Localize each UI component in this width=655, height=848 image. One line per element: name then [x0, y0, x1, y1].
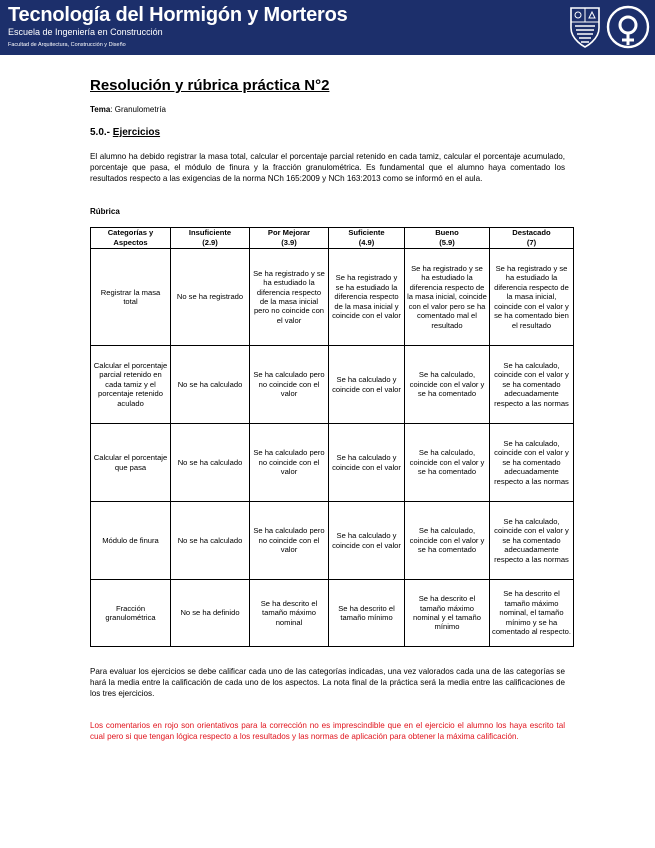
table-cell: Se ha registrado y se ha estudiado la diferencia respecto de la masa inicial, coincide con el valor y se ha comentado bien el resultado [490, 249, 574, 346]
header-subcell: (2.9) [171, 238, 250, 249]
table-cell: Se ha calculado y coincide con el valor [329, 424, 405, 502]
table-cell: Calcular el porcentaje parcial retenido en cada tamiz y el porcentaje retenido aculado [91, 346, 171, 424]
table-cell: Registrar la masa total [91, 249, 171, 346]
table-row [91, 346, 574, 424]
table-row [91, 502, 574, 580]
red-note-paragraph: Los comentarios en rojo son orientativos para la corrección no es imprescindible que en el ejercicio el alumno los haya escrito tal cual pero si que tengan lógica respecto a los resultados y las normas de aplicación para obtener la máxima calificación. [90, 721, 565, 741]
university-shield-logo [568, 4, 602, 50]
table-cell: No se ha calculado [171, 424, 250, 502]
table-cell: Se ha calculado pero no coincide con el valor [250, 346, 329, 424]
table-row [91, 249, 574, 346]
header-cell: Bueno [405, 228, 490, 239]
header-subcell: (5.9) [405, 238, 490, 249]
topic-line [90, 105, 166, 114]
table-cell: Se ha calculado pero no coincide con el valor [250, 502, 329, 580]
rubric-table [90, 227, 574, 647]
header-cell: Categorías y [91, 228, 171, 239]
header-subcell: (7) [490, 238, 574, 249]
table-cell: No se ha definido [171, 580, 250, 647]
table-cell: Se ha registrado y se ha estudiado la diferencia respecto de la masa inicial pero no coincide con el valor [250, 249, 329, 346]
table-cell: Se ha calculado y coincide con el valor [329, 346, 405, 424]
table-cell: Se ha descrito el tamaño máximo nominal y el tamaño mínimo [405, 580, 490, 647]
evaluation-paragraph: Para evaluar los ejercicios se debe calificar cada uno de las categorías indicadas, una vez valorados cada una de las categorías se hará la media entre la calificación de cada uno de los aspectos. La nota final de la práctica será la media entre las calificaciones de los tres ejercicios. [90, 667, 565, 698]
faculty-logo [606, 5, 650, 49]
header-cell: Suficiente [329, 228, 405, 239]
table-cell: Se ha calculado, coincide con el valor y se ha comentado adecuadamente respecto a las normas [490, 346, 574, 424]
table-cell: Se ha calculado y coincide con el valor [329, 502, 405, 580]
header-cell: Por Mejorar [250, 228, 329, 239]
table-cell: No se ha registrado [171, 249, 250, 346]
table-header-row [91, 228, 574, 239]
header-subcell: (3.9) [250, 238, 329, 249]
table-cell: No se ha calculado [171, 346, 250, 424]
table-header-subrow [91, 238, 574, 249]
table-cell: Se ha calculado, coincide con el valor y se ha comentado [405, 424, 490, 502]
section-title: Ejercicios [112, 127, 161, 138]
table-cell: Se ha calculado, coincide con el valor y se ha comentado [405, 502, 490, 580]
table-cell: Se ha calculado, coincide con el valor y se ha comentado [405, 346, 490, 424]
rubric-label: Rúbrica [90, 207, 120, 216]
header-cell: Insuficiente [171, 228, 250, 239]
topic-value: : Granulometría [110, 105, 166, 114]
table-cell: Se ha descrito el tamaño mínimo [329, 580, 405, 647]
table-cell: Módulo de finura [91, 502, 171, 580]
table-row [91, 580, 574, 647]
table-row [91, 424, 574, 502]
section-number: 5.0.- [90, 127, 113, 138]
intro-paragraph: El alumno ha debido registrar la masa total, calcular el porcentaje parcial retenido en cada tamiz, calcular el porcentaje acumulado, porcentaje que pasa, el módulo de finura y la fracción granulométrica. Es fundamental que el alumno haya comentado los resultados respecto a las exigencias de la norma NCh 165:2009 y NCh 163:2013 como se informó en el aula. [90, 152, 565, 183]
table-cell: Se ha descrito el tamaño máximo nominal, el tamaño mínimo y se ha comentado al respecto. [490, 580, 574, 647]
table-cell: Fracción granulométrica [91, 580, 171, 647]
header-cell: Destacado [490, 228, 574, 239]
table-cell: Se ha descrito el tamaño máximo nominal [250, 580, 329, 647]
table-cell: Se ha calculado pero no coincide con el valor [250, 424, 329, 502]
header-subtitle: Escuela de Ingeniería en Construcción [8, 27, 163, 37]
table-cell: Se ha registrado y se ha estudiado la diferencia respecto de la masa inicial y coincide con el valor [329, 249, 405, 346]
header-subcell: (4.9) [329, 238, 405, 249]
header-title: Tecnología del Hormigón y Morteros [8, 4, 348, 26]
table-cell: Se ha calculado, coincide con el valor y se ha comentado adecuadamente respecto a las normas [490, 502, 574, 580]
page-header [0, 0, 655, 55]
header-faculty: Facultad de Arquitectura, Construcción y Diseño [8, 42, 126, 48]
section-heading [90, 127, 160, 138]
table-cell: Se ha calculado, coincide con el valor y se ha comentado adecuadamente respecto a las normas [490, 424, 574, 502]
header-subcell: Aspectos [91, 238, 171, 249]
topic-label: Tema [90, 105, 111, 114]
table-cell: No se ha calculado [171, 502, 250, 580]
document-title: Resolución y rúbrica práctica N°2 [90, 77, 330, 94]
table-cell: Se ha registrado y se ha estudiado la diferencia respecto de la masa inicial, coincide con el valor pero se ha comentado mal el resultado [405, 249, 490, 346]
table-cell: Calcular el porcentaje que pasa [91, 424, 171, 502]
